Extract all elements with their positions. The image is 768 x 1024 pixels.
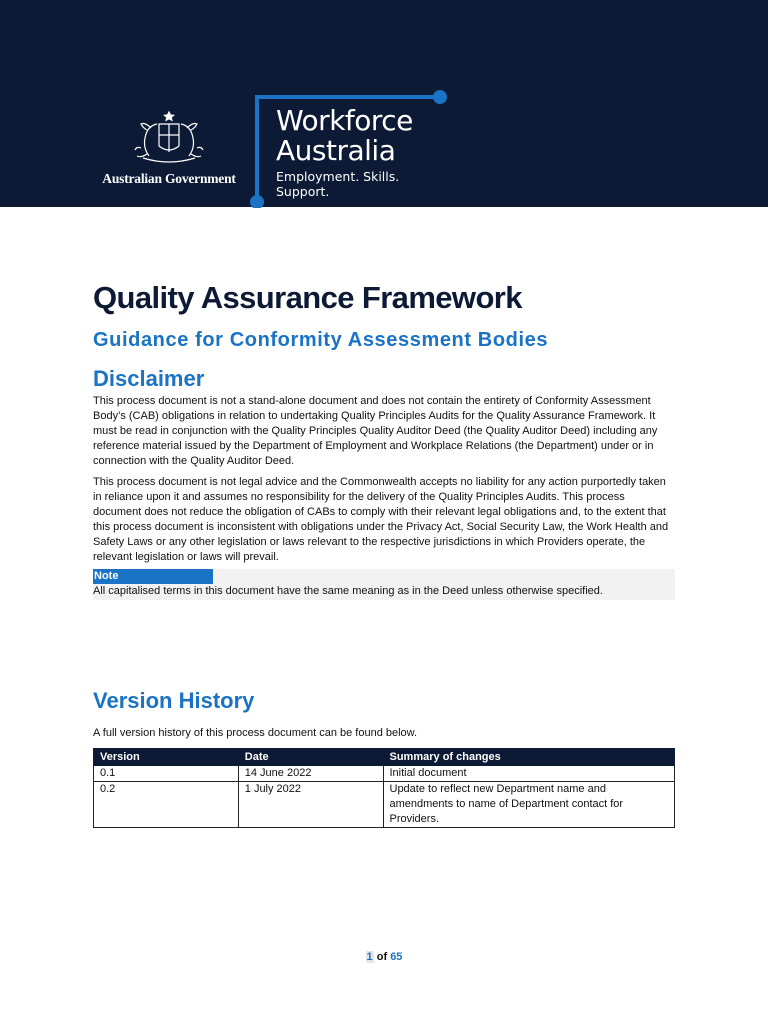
page-number: [0, 951, 768, 963]
disclaimer-heading: Disclaimer: [93, 366, 205, 391]
document-subtitle: Guidance for Conformity Assessment Bodies: [93, 329, 549, 351]
column-header-date: Date: [238, 749, 383, 766]
cell-summary: Update to reflect new Department name and amendments to name of Department contact for Providers.: [383, 782, 675, 828]
disclaimer-paragraph-2: This process document is not legal advice and the Commonwealth accepts no liability for any action purportedly taken in reliance upon it and assumes no responsibility for the delivery of the Quality Principles Audits. This process document does not reduce the obligation of CABs to comply with their relevant legal obligations and, to the extent that this process document is inconsistent with obligations under the Privacy Act, Social Security Law, the Work Health and Safety Laws or any other legislation or laws relevant to the respective jurisdictions in which Providers operate, the relevant legislation or laws will prevail.: [93, 476, 669, 563]
brand-title: Workforce Australia: [276, 104, 413, 167]
total-pages: 65: [390, 951, 403, 963]
government-logo: [96, 108, 242, 187]
note-box: [93, 569, 675, 600]
column-header-version: Version: [94, 749, 239, 766]
government-name: Australian Government: [102, 171, 236, 186]
brand-tagline: Employment. Skills. Support.: [276, 169, 400, 199]
cell-version: 0.2: [94, 782, 239, 828]
document-title: Quality Assurance Framework: [93, 280, 522, 315]
table-header-row: [94, 749, 675, 766]
coat-of-arms-icon: [129, 108, 209, 168]
note-label: Note: [93, 569, 213, 584]
cell-date: 1 July 2022: [238, 782, 383, 828]
table-row: [94, 766, 675, 782]
page-of-label: of: [376, 951, 388, 963]
document-body: [93, 280, 675, 828]
disclaimer-paragraph-1: This process document is not a stand-alone document and does not contain the entirety of Conformity Assessment Body’s (CAB) obligations in relation to undertaking Quality Principles Audits for the Quality Assurance Framework. It must be read in conjunction with the Quality Principles Quality Auditor Deed (the Quality Auditor Deed) including any reference material issued by the Department of Employment and Workplace Relations (the Department) under or in connection with the Quality Auditor Deed.: [93, 395, 658, 467]
header-banner: [0, 0, 768, 207]
version-history-intro: A full version history of this process document can be found below.: [93, 727, 418, 739]
column-header-summary: Summary of changes: [383, 749, 675, 766]
version-history-table: [93, 748, 675, 828]
cell-summary: Initial document: [383, 766, 675, 782]
table-row: [94, 782, 675, 828]
version-history-heading: Version History: [93, 688, 255, 713]
cell-date: 14 June 2022: [238, 766, 383, 782]
current-page: 1: [366, 951, 373, 963]
note-text: All capitalised terms in this document have the same meaning as in the Deed unless otherwise specified.: [93, 585, 603, 597]
cell-version: 0.1: [94, 766, 239, 782]
